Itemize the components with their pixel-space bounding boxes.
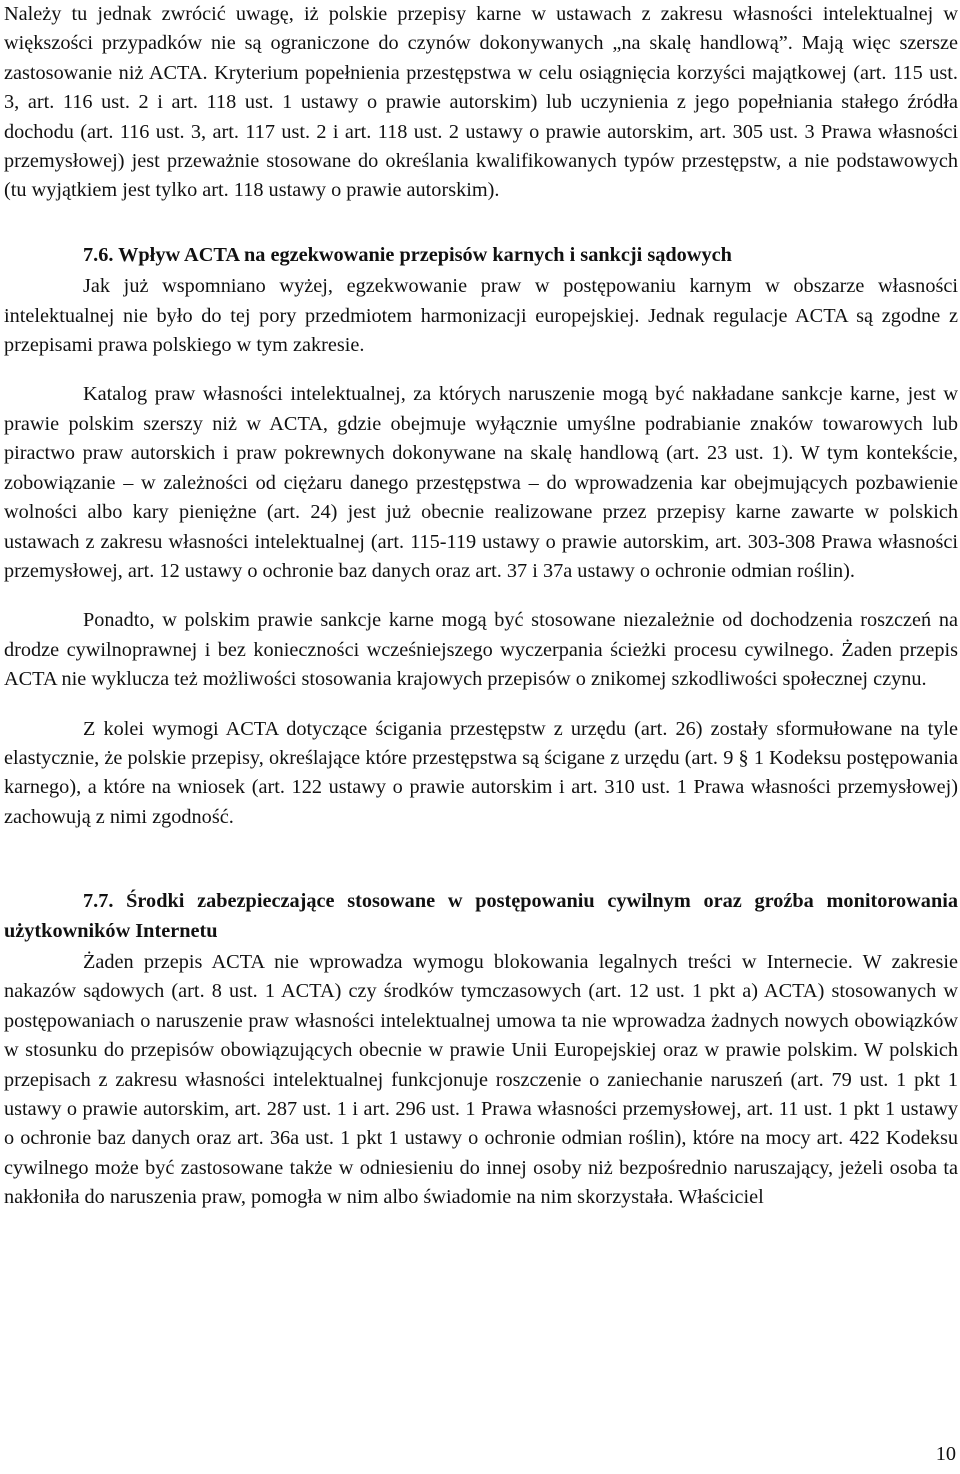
intro-paragraph: Należy tu jednak zwrócić uwagę, iż polskie przepisy karne w ustawach z zakresu własności intelektualnej w większości przypadków nie są ograniczone do czynów dokonywanych „na skalę handlową”. Mają więc szersze zastosowanie niż ACTA. Kryterium popełnienia przestępstwa w celu osiągnięcia korzyści majątkowej (art. 115 ust. 3, art. 116 ust. 2 i art. 118 ust. 1 ustawy o prawie autorskim) lub uczynienia z jego popełniania stałego źródła dochodu (art. 116 ust. 3, art. 117 ust. 2 i art. 118 ust. 2 ustawy o prawie autorskim, art. 305 ust. 3 Prawa własności przemysłowej) jest przeważnie stosowane do określania kwalifikowanych typów przestępstw, a nie podstawowych (tu wyjątkiem jest tylko art. 118 ustawy o prawie autorskim). [4,3,958,202]
spacer [4,832,958,887]
section-7-6-paragraph-1: Jak już wspomniano wyżej, egzekwowanie praw w postępowaniu karnym w obszarze własności intelektualnej nie było do tej pory przedmiotem harmonizacji europejskiej. Jednak regulacje ACTA są zgodne z przepisami prawa polskiego w tym zakresie. [4,275,958,357]
spacer [4,206,958,241]
section-7-7-paragraph-1: Żaden przepis ACTA nie wprowadza wymogu blokowania legalnych treści w Internecie. W zakresie nakazów sądowych (art. 8 ust. 1 ACTA) czy środków tymczasowych (art. 12 ust. 1 pkt a) ACTA) stosowanych w postępowaniach o naruszenie praw własności intelektualnej umowa ta nie wprowadza żadnych nowych obowiązków w stosunku do przepisów obowiązujących obecnie w prawie Unii Europejskiej oraz w prawie polskim. W polskich przepisach z zakresu własności intelektualnej funkcjonuje roszczenie o zaniechanie naruszeń (art. 79 ust. 1 pkt 1 ustawy o prawie autorskim, art. 287 ust. 1 i art. 296 ust. 1 Prawa własności przemysłowej, art. 11 ust. 1 pkt 1 ustawy o ochronie baz danych oraz art. 36a ust. 1 pkt 1 ustawy o ochronie odmian roślin), które na mocy art. 422 Kodeksu cywilnego może być zastosowane także w odniesieniu do innej osoby niż bezpośrednio naruszający, jeżeli osoba ta nakłoniła do naruszenia praw, pomogła w nim albo świadomie na nim skorzystała. Właściciel [4,950,958,1209]
section-heading-7-7: 7.7. Środki zabezpieczające stosowane w postępowaniu cywilnym oraz groźba monitorowania użytkowników Internetu [4,890,958,942]
section-7-6-paragraph-3: Ponadto, w polskim prawie sankcje karne mogą być stosowane niezależnie od dochodzenia roszczeń na drodze cywilnoprawnej i bez konieczności wcześniejszego wyczerpania ścieżki procesu cywilnego. Żaden przepis ACTA nie wyklucza też możliwości stosowania krajowych przepisów o znikomej szkodliwości społecznej czynu. [4,609,958,691]
section-7-6-paragraph-4: Z kolei wymogi ACTA dotyczące ścigania przestępstw z urzędu (art. 26) zostały sformułowane na tyle elastycznie, że polskie przepisy, określające które przestępstwa są ścigane z urzędu (art. 9 § 1 Kodeksu postępowania karnego), a które na wniosek (art. 122 ustawy o prawie autorskim i art. 310 ust. 1 Prawa własności przemysłowej) zachowują z nimi zgodność. [4,717,958,828]
section-7-6-paragraph-2: Katalog praw własności intelektualnej, za których naruszenie mogą być nakładane sankcje karne, jest w prawie polskim szerszy niż w ACTA, gdzie obejmuje wyłącznie umyślne podrabianie znaków towarowych lub piractwo praw autorskich i praw pokrewnych dokonywane na skalę handlową (art. 23 ust. 1). W tym kontekście, zobowiązanie – w zależności od ciężaru danego przestępstwa – do wprowadzenia kar obejmujących pozbawienie wolności albo kary pieniężne (art. 24) jest już obecnie realizowane przez przepisy karne zawarte w polskich ustawach z zakresu własności intelektualnej (art. 115-119 ustawy o prawie autorskim, art. 303-308 Prawa własności przemysłowej, art. 12 ustawy o ochronie baz danych oraz art. 37 i 37a ustawy o ochronie odmian roślin). [4,383,958,582]
document-page [4,0,958,1213]
page-number: 10 [935,1443,956,1465]
section-heading-7-6: 7.6. Wpływ ACTA na egzekwowanie przepisów karnych i sankcji sądowych [83,243,732,266]
